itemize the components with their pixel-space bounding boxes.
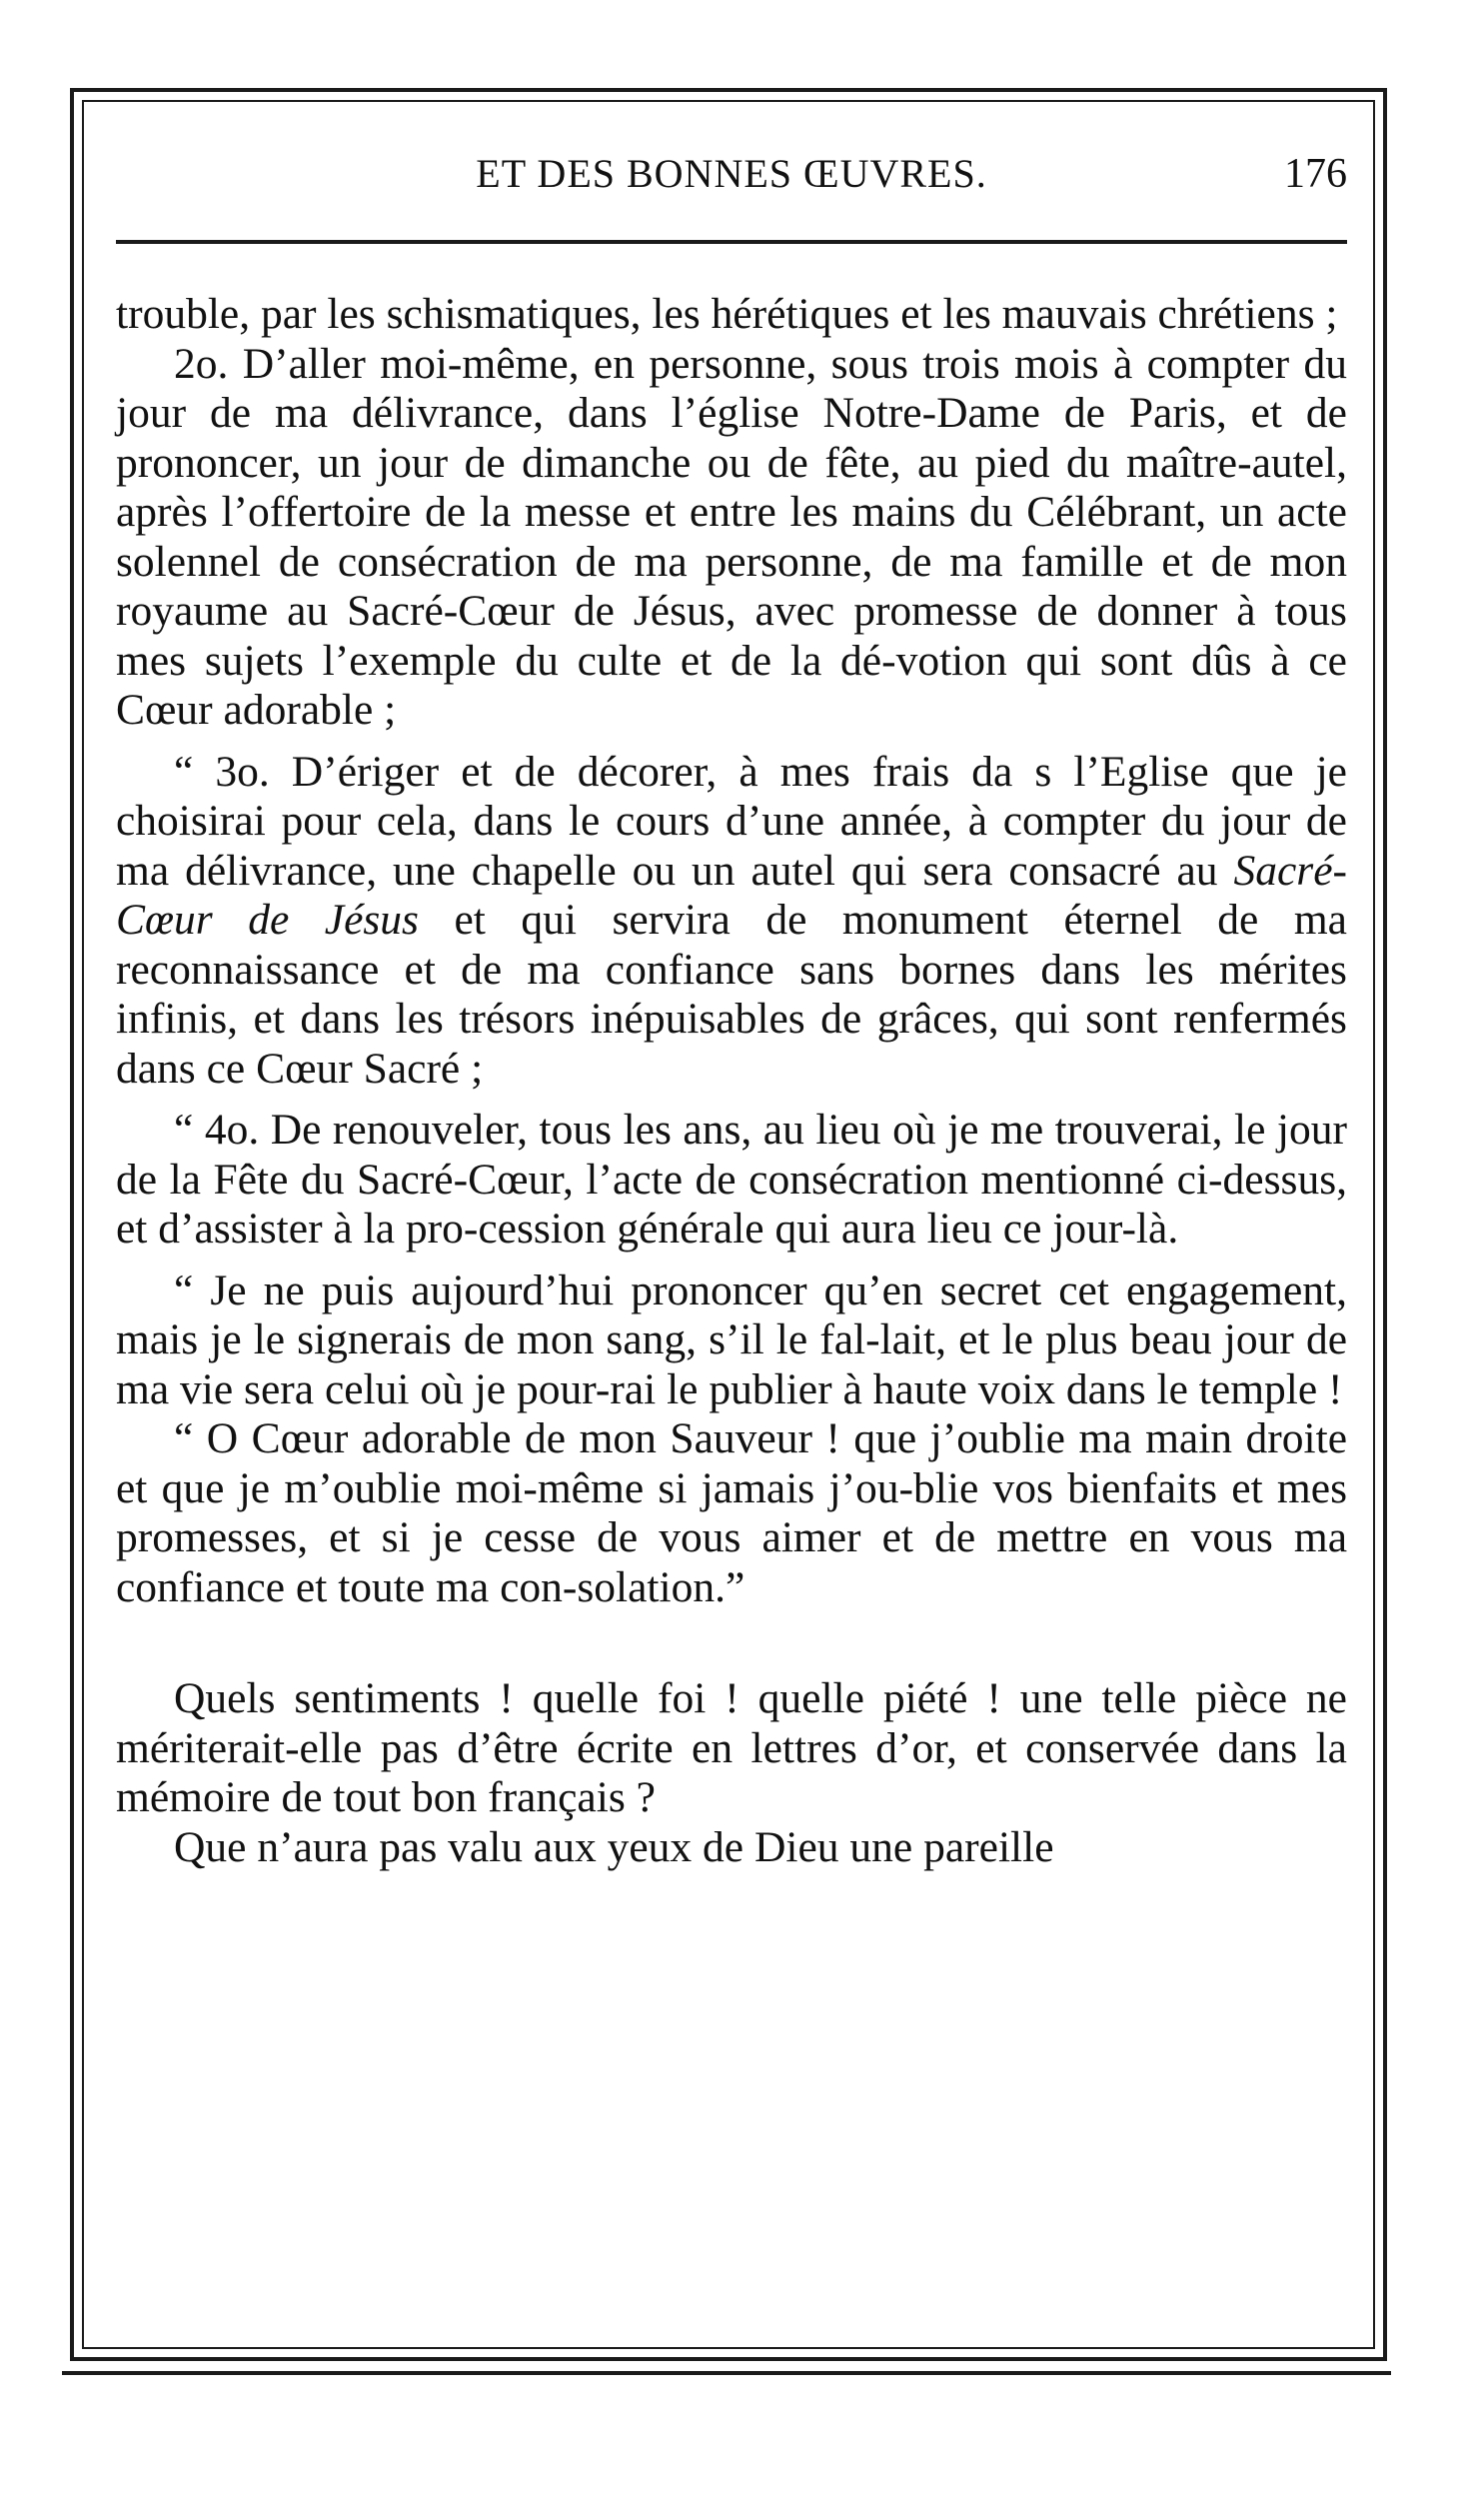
paragraph-4: “ 4o. De renouveler, tous les ans, au lieu où je me trouverai, le jour de la Fête du Sacré-Cœur, l’acte de consécration mentionné ci-dessus, et d’assister à la pro-cession générale qui aura lieu ce jour-là. — [116, 1106, 1347, 1253]
paragraph-3 — [116, 748, 1347, 1095]
paragraph-6: “ O Cœur adorable de mon Sauveur ! que j’oublie ma main droite et que je m’oublie moi-même si jamais j’ou-blie vos bienfaits et mes promesses, et si je cesse de vous aimer et de mettre en vous ma confiance et toute ma con-solation.” — [116, 1414, 1347, 1611]
paragraph-5: “ Je ne puis aujourd’hui prononcer qu’en secret cet engagement, mais je le signerais de mon sang, s’il le fal-lait, et le plus beau jour de ma vie sera celui où je pour-rai le publier à haute voix dans le temple ! — [116, 1265, 1347, 1413]
paragraph-7: Quels sentiments ! quelle foi ! quelle piété ! une telle pièce ne mériterait-elle pas d’être écrite en lettres d’or, et conservée dans la mémoire de tout bon français ? — [116, 1674, 1347, 1821]
paragraph-2: 2o. D’aller moi-même, en personne, sous trois mois à compter du jour de ma délivrance, dans l’église Notre-Dame de Paris, et de prononcer, un jour de dimanche ou de fête, au pied du maître-autel, après l’offertoire de la messe et entre les mains du Célébrant, un acte solennel de consécration de ma personne, de ma famille et de mon royaume au Sacré-Cœur de Jésus, avec promesse de donner à tous mes sujets l’exemple du culte et de la dé-votion qui sont dûs à ce Cœur adorable ; — [116, 339, 1347, 734]
paragraph-1: trouble, par les schismatiques, les hérétiques et les mauvais chrétiens ; — [116, 290, 1338, 338]
page-body — [116, 290, 1347, 1872]
paragraph-8: Que n’aura pas valu aux yeux de Dieu une pareille — [174, 1822, 1054, 1871]
paragraph-3-italic: Sacré-Cœur de Jésus — [116, 846, 1347, 944]
header-rule — [116, 240, 1347, 244]
bottom-rule — [62, 2371, 1391, 2375]
paragraph-3-text-b: et qui servira de monument éternel de ma reconnaissance et de ma confiance sans bornes dans les mérites infinis, et dans les trésors inépuisables de grâces, qui sont renfermés dans ce Cœur Sacré ; — [116, 896, 1347, 1093]
page-number: 176 — [1284, 151, 1347, 197]
paragraph-3-text-a: “ 3o. D’ériger et de décorer, à mes frais da s l’Eglise que je choisirai pour cela, dans le cours d’une année, à compter du jour de ma délivrance, une chapelle ou un autel qui sera consacré au — [116, 747, 1347, 895]
running-head-title: ET DES BONNES ŒUVRES. — [476, 151, 987, 196]
running-head — [116, 150, 1347, 210]
